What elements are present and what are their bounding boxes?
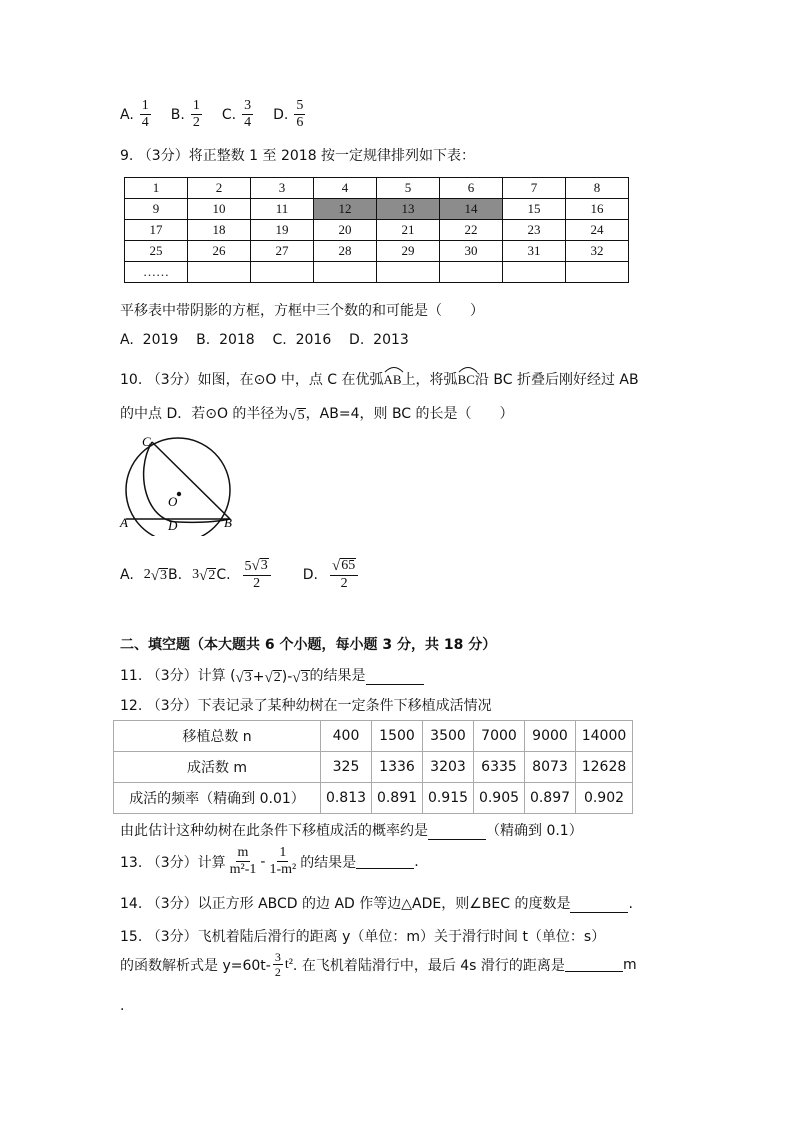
q15-line1: 15. （3分）飞机着陆后滑行的距离 y（单位：m）关于滑行时间 t（单位：s）	[120, 929, 606, 945]
grid-cell: 3	[251, 178, 314, 199]
q12-answer-blank	[428, 825, 486, 840]
option-c-fraction: 5 √ 3 2	[243, 558, 271, 592]
q8-options	[120, 98, 307, 131]
table-cell: 3203	[423, 752, 474, 783]
grid-cell: 10	[188, 199, 251, 220]
arc-bc: BC	[458, 372, 475, 387]
q8-option-a-fraction: $\frac{1}{4}$	[141, 98, 149, 130]
label-c: C	[142, 434, 151, 449]
grid-cell: 16	[566, 199, 629, 220]
grid-cell: 4	[314, 178, 377, 199]
table-cell: 0.905	[474, 783, 525, 814]
folded-arc	[144, 442, 230, 522]
q13-fraction-1: $\frac{m}{\text{m²-1}}$	[229, 845, 257, 877]
q8-option-b-fraction: $\frac{1}{2}$	[192, 98, 200, 130]
grid-cell: 20	[314, 220, 377, 241]
grid-row	[125, 241, 629, 262]
grid-cell: 30	[440, 241, 503, 262]
arc-ab: AB	[384, 372, 402, 387]
label-a: A	[120, 515, 128, 530]
q14: 14. （3分）以正方形 ABCD 的边 AD 作等边△ADE，则∠BEC 的度数是 .	[120, 896, 633, 912]
grid-cell: 12	[314, 199, 377, 220]
grid-cell: 7	[503, 178, 566, 199]
grid-cell	[377, 262, 440, 283]
grid-cell	[314, 262, 377, 283]
q12-conclusion: 由此估计这种幼树在此条件下移植成活的概率约是 （精确到 0.1）	[120, 823, 583, 839]
sqrt-5: √ 5	[288, 408, 305, 424]
q15-line2: 的函数解析式是 y=60t- $\frac{3}{2}$ t² . 在飞机着陆滑行中，最后 4s 滑行的距离是 m	[120, 950, 637, 979]
q15-answer-blank	[565, 957, 623, 972]
grid-cell: 17	[125, 220, 188, 241]
grid-cell: 25	[125, 241, 188, 262]
table-row	[114, 752, 633, 783]
option-d-fraction: √ 65 2	[330, 558, 358, 592]
grid-row	[125, 220, 629, 241]
table-cell: 0.813	[321, 783, 372, 814]
grid-cell: 24	[566, 220, 629, 241]
q11-answer-blank	[366, 670, 424, 685]
table-row	[114, 783, 633, 814]
grid-cell: 31	[503, 241, 566, 262]
table-cell: 14000	[576, 721, 633, 752]
table-cell: 7000	[474, 721, 525, 752]
grid-cell: 23	[503, 220, 566, 241]
q8-option-d-label: D.	[273, 106, 289, 123]
q9-stem: 9. （3分）将正整数 1 至 2018 按一定规律排列如下表：	[120, 148, 476, 164]
grid-cell: 26	[188, 241, 251, 262]
table-cell: 1500	[372, 721, 423, 752]
label-b: B	[224, 515, 232, 530]
table-cell: 400	[321, 721, 372, 752]
grid-cell: 15	[503, 199, 566, 220]
grid-row	[125, 199, 629, 220]
label-d: D	[168, 518, 178, 533]
q11: 11. （3分）计算 ( √ 3 + √ 2 )- √ 3 的结果是	[120, 665, 424, 685]
row-header: 成活数 m	[114, 752, 321, 783]
grid-cell: 11	[251, 199, 314, 220]
grid-cell: 27	[251, 241, 314, 262]
center-point	[177, 492, 181, 496]
table-cell: 9000	[525, 721, 576, 752]
q12-stem: 12. （3分）下表记录了某种幼树在一定条件下移植成活情况	[120, 698, 492, 714]
q9-number-grid	[124, 177, 629, 283]
grid-cell: 14	[440, 199, 503, 220]
chord-bc	[152, 442, 230, 519]
table-row	[114, 721, 633, 752]
grid-cell	[503, 262, 566, 283]
table-cell: 8073	[525, 752, 576, 783]
option-b-sqrt: √ 2	[199, 567, 216, 584]
grid-cell: 19	[251, 220, 314, 241]
grid-cell: 28	[314, 241, 377, 262]
grid-cell: 5	[377, 178, 440, 199]
grid-cell: 9	[125, 199, 188, 220]
grid-cell: ……	[125, 262, 188, 283]
grid-cell: 21	[377, 220, 440, 241]
table-cell: 1336	[372, 752, 423, 783]
grid-cell: 29	[377, 241, 440, 262]
q8-option-d-fraction: $\frac{5}{6}$	[296, 98, 304, 130]
q14-answer-blank	[570, 898, 628, 913]
option-a-sqrt: √ 3	[150, 567, 168, 584]
q8-option-a-label: A.	[120, 106, 134, 123]
grid-cell: 8	[566, 178, 629, 199]
grid-cell: 22	[440, 220, 503, 241]
label-o: O	[168, 494, 178, 509]
q8-option-b-label: B.	[170, 106, 185, 123]
grid-row	[125, 262, 629, 283]
table-cell: 6335	[474, 752, 525, 783]
q9-options: A. 2019 B. 2018 C. 2016 D. 2013	[120, 332, 409, 348]
q10-line2: 的中点 D．若⊙O 的半径为 √ 5 ，AB=4，则 BC 的长是（ ）	[120, 406, 514, 424]
grid-cell	[188, 262, 251, 283]
q10-options: A. 2 √ 3 B. 3 √ 2 C. 5 √ 3 2 D. √ 65 2	[120, 558, 360, 592]
grid-cell: 13	[377, 199, 440, 220]
q13-answer-blank	[356, 854, 414, 869]
grid-cell: 32	[566, 241, 629, 262]
q15-fraction: $\frac{3}{2}$	[274, 950, 281, 979]
table-cell: 0.915	[423, 783, 474, 814]
table-cell: 0.902	[576, 783, 633, 814]
q10-circle-figure	[116, 432, 242, 536]
row-header: 成活的频率（精确到 0.01）	[114, 783, 321, 814]
q9-question: 平移表中带阴影的方框，方框中三个数的和可能是（ ）	[120, 303, 484, 319]
q13-fraction-2: $\frac{1}{\text{1-m²}}$	[269, 845, 297, 877]
grid-cell: 18	[188, 220, 251, 241]
grid-cell: 2	[188, 178, 251, 199]
table-cell: 0.897	[525, 783, 576, 814]
grid-cell	[251, 262, 314, 283]
q12-data-table	[113, 720, 633, 814]
table-cell: 3500	[423, 721, 474, 752]
table-cell: 0.891	[372, 783, 423, 814]
q10-line1: 10. （3分）如图，在⊙O 中，点 C 在优弧AB 上，将弧BC 沿 BC 折叠后刚好经过 AB	[120, 369, 639, 389]
table-cell: 325	[321, 752, 372, 783]
grid-row	[125, 178, 629, 199]
q15-line3: .	[120, 998, 125, 1014]
row-header: 移植总数 n	[114, 721, 321, 752]
grid-cell	[566, 262, 629, 283]
q8-option-c-label: C.	[221, 106, 237, 123]
grid-cell: 6	[440, 178, 503, 199]
q13: 13. （3分）计算 $\frac{m}{\text{m²-1}}$ - $\frac{1}{\text{1-m²}}$ 的结果是 .	[120, 845, 419, 877]
grid-cell: 1	[125, 178, 188, 199]
grid-cell	[440, 262, 503, 283]
table-cell: 12628	[576, 752, 633, 783]
q8-option-c-fraction: $\frac{3}{4}$	[244, 98, 252, 130]
section-2-title: 二、填空题（本大题共 6 个小题，每小题 3 分，共 18 分）	[120, 637, 497, 653]
